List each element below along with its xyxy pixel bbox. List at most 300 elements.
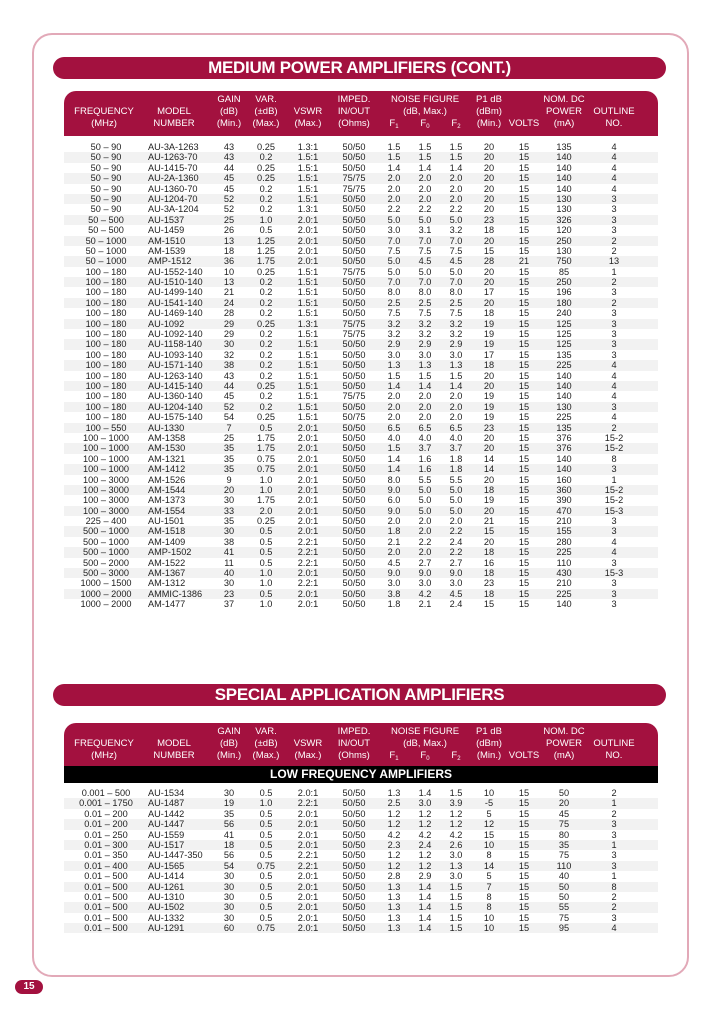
cell-imped: 50/50 bbox=[342, 308, 366, 319]
cell-nomdc: 240 bbox=[556, 308, 572, 319]
table-row bbox=[64, 475, 658, 485]
table-row bbox=[64, 840, 658, 850]
cell-imped: 50/50 bbox=[342, 495, 366, 506]
cell-gain: 30 bbox=[223, 788, 235, 798]
table-row bbox=[64, 830, 658, 840]
cell-outline: 15-2 bbox=[604, 495, 624, 506]
cell-f2: 1.5 bbox=[449, 902, 463, 913]
cell-model: AU-1442 bbox=[148, 808, 185, 819]
table-row bbox=[64, 809, 658, 819]
cell-f2: 3.0 bbox=[449, 871, 463, 882]
cell-vswr: 1.5:1 bbox=[297, 329, 319, 340]
cell-frequency: 0.01 – 200 bbox=[84, 819, 128, 830]
cell-f0: 3.1 bbox=[418, 225, 432, 236]
cell-model: AU-1092-140 bbox=[148, 329, 203, 340]
cell-var: 0.5 bbox=[259, 422, 273, 433]
cell-f0: 2.0 bbox=[418, 526, 432, 537]
cell-f2: 2.0 bbox=[449, 173, 463, 184]
header-imped-line-2: IN/OUT bbox=[337, 106, 371, 117]
cell-f0: 2.0 bbox=[418, 391, 432, 402]
cell-vswr: 2.0:1 bbox=[297, 808, 319, 819]
cell-var: 0.2 bbox=[259, 339, 273, 350]
cell-vswr: 2.0:1 bbox=[297, 599, 319, 610]
header-vswr-line-2: (Max.) bbox=[294, 118, 322, 129]
cell-f2: 1.4 bbox=[449, 380, 463, 391]
cell-imped: 50/50 bbox=[342, 788, 366, 798]
cell-frequency: 50 – 90 bbox=[90, 193, 122, 204]
cell-p1db: 20 bbox=[483, 370, 495, 381]
cell-var: 0.5 bbox=[259, 536, 273, 547]
cell-model: AU-1204-70 bbox=[148, 193, 198, 204]
cell-p1db: 15 bbox=[483, 245, 495, 256]
cell-f1: 2.0 bbox=[387, 401, 401, 412]
table-row bbox=[64, 339, 658, 349]
cell-model: AU-1158-140 bbox=[148, 339, 202, 350]
cell-p1db: 20 bbox=[483, 536, 495, 547]
table-row bbox=[64, 329, 658, 339]
table-row bbox=[64, 256, 658, 266]
cell-nomdc: 20 bbox=[558, 798, 570, 809]
cell-outline: 3 bbox=[611, 599, 617, 610]
cell-outline: 3 bbox=[611, 287, 617, 298]
cell-f1: 2.0 bbox=[387, 391, 401, 402]
cell-nomdc: 225 bbox=[556, 360, 572, 371]
cell-model: AU-1415-70 bbox=[148, 162, 198, 173]
cell-imped: 50/50 bbox=[342, 443, 366, 454]
cell-volts: 15 bbox=[518, 798, 530, 809]
cell-f1: 1.3 bbox=[387, 891, 401, 902]
cell-frequency: 0.01 – 300 bbox=[84, 839, 128, 850]
cell-imped: 50/50 bbox=[342, 162, 366, 173]
table-row bbox=[64, 152, 658, 162]
cell-imped: 50/50 bbox=[342, 277, 366, 288]
cell-model: AU-1559 bbox=[148, 829, 185, 840]
cell-vswr: 2.0:1 bbox=[297, 568, 319, 579]
cell-var: 1.0 bbox=[259, 568, 273, 579]
cell-nomdc: 50 bbox=[558, 788, 570, 798]
cell-frequency: 100 – 180 bbox=[85, 349, 127, 360]
cell-imped: 50/50 bbox=[342, 526, 366, 537]
cell-imped: 50/50 bbox=[342, 536, 366, 547]
cell-p1db: 18 bbox=[483, 568, 495, 579]
cell-nomdc: 180 bbox=[556, 297, 572, 308]
cell-var: 0.2 bbox=[259, 193, 273, 204]
cell-volts: 15 bbox=[518, 599, 530, 610]
cell-volts: 15 bbox=[518, 204, 530, 215]
cell-f1: 2.1 bbox=[387, 536, 401, 547]
cell-var: 1.25 bbox=[257, 245, 275, 256]
cell-gain: 45 bbox=[223, 173, 235, 184]
cell-p1db: 20 bbox=[483, 432, 495, 443]
table-row bbox=[64, 454, 658, 464]
cell-gain: 24 bbox=[223, 297, 235, 308]
table-row bbox=[64, 298, 658, 308]
header-f2-letter: F bbox=[451, 118, 458, 129]
cell-var: 0.2 bbox=[259, 370, 273, 381]
header-f2-letter: F bbox=[451, 750, 458, 761]
cell-f0: 1.4 bbox=[418, 891, 432, 902]
cell-vswr: 1.5:1 bbox=[297, 266, 319, 277]
table-row bbox=[64, 277, 658, 287]
cell-imped: 50/50 bbox=[342, 881, 366, 892]
cell-frequency: 100 – 1000 bbox=[83, 464, 129, 475]
cell-vswr: 2.2:1 bbox=[297, 798, 319, 809]
cell-gain: 18 bbox=[223, 245, 235, 256]
cell-nomdc: 35 bbox=[558, 839, 570, 850]
cell-frequency: 100 – 180 bbox=[85, 401, 127, 412]
cell-nomdc: 250 bbox=[556, 235, 572, 246]
cell-var: 0.2 bbox=[259, 183, 273, 194]
header-f1-letter: F bbox=[389, 750, 396, 761]
cell-p1db: 10 bbox=[483, 923, 495, 934]
table-row bbox=[64, 443, 658, 453]
cell-f0: 4.2 bbox=[418, 588, 432, 599]
cell-var: 0.2 bbox=[259, 297, 273, 308]
cell-nomdc: 750 bbox=[556, 256, 572, 267]
cell-model: AMP-1502 bbox=[148, 547, 192, 558]
cell-f0: 1.6 bbox=[418, 453, 432, 464]
table-row bbox=[64, 381, 658, 391]
cell-f0: 2.7 bbox=[418, 557, 432, 568]
cell-f2: 1.3 bbox=[449, 360, 463, 371]
cell-volts: 15 bbox=[518, 547, 530, 558]
cell-f1: 1.5 bbox=[387, 443, 401, 454]
cell-model: AU-1571-140 bbox=[148, 360, 203, 371]
cell-imped: 50/50 bbox=[342, 225, 366, 236]
cell-vswr: 1.5:1 bbox=[297, 173, 319, 184]
cell-nomdc: 376 bbox=[556, 432, 572, 443]
cell-imped: 50/75 bbox=[342, 412, 366, 423]
cell-f0: 2.0 bbox=[418, 183, 432, 194]
cell-outline: 4 bbox=[611, 183, 617, 194]
cell-f2: 1.2 bbox=[449, 808, 463, 819]
cell-gain: 35 bbox=[223, 443, 235, 454]
cell-var: 0.25 bbox=[257, 516, 275, 527]
cell-gain: 30 bbox=[223, 871, 235, 882]
cell-var: 0.5 bbox=[259, 839, 273, 850]
cell-f2: 3.2 bbox=[449, 329, 463, 340]
cell-frequency: 1000 – 2000 bbox=[80, 588, 132, 599]
cell-nomdc: 160 bbox=[556, 474, 572, 485]
cell-frequency: 0.01 – 250 bbox=[84, 829, 128, 840]
cell-volts: 15 bbox=[518, 152, 530, 163]
cell-nomdc: 135 bbox=[556, 349, 572, 360]
cell-f0: 3.2 bbox=[418, 329, 432, 340]
header-var-line-3: (Max.) bbox=[252, 750, 280, 761]
cell-p1db: 8 bbox=[486, 902, 492, 913]
header-var-line-2: (±dB) bbox=[254, 738, 278, 749]
cell-f2: 4.2 bbox=[449, 829, 463, 840]
cell-var: 0.5 bbox=[259, 588, 273, 599]
cell-f2: 1.5 bbox=[449, 788, 463, 798]
cell-var: 0.75 bbox=[257, 923, 275, 934]
cell-vswr: 2.0:1 bbox=[297, 495, 319, 506]
cell-frequency: 100 – 180 bbox=[85, 287, 127, 298]
cell-nomdc: 135 bbox=[556, 422, 572, 433]
table-row bbox=[64, 319, 658, 329]
cell-f0: 1.3 bbox=[418, 360, 432, 371]
cell-f1: 5.0 bbox=[387, 256, 401, 267]
cell-frequency: 500 – 2000 bbox=[83, 557, 129, 568]
cell-p1db: 16 bbox=[483, 557, 495, 568]
cell-f1: 9.0 bbox=[387, 484, 401, 495]
cell-f1: 2.9 bbox=[387, 339, 401, 350]
cell-p1db: 5 bbox=[486, 871, 492, 882]
cell-nomdc: 80 bbox=[558, 829, 570, 840]
cell-p1db: 14 bbox=[483, 860, 495, 871]
cell-f2: 1.5 bbox=[449, 142, 463, 152]
cell-p1db: 20 bbox=[483, 152, 495, 163]
cell-volts: 15 bbox=[518, 142, 530, 152]
cell-volts: 15 bbox=[518, 912, 530, 923]
cell-model: AU-1537 bbox=[148, 214, 185, 225]
cell-outline: 2 bbox=[611, 788, 617, 798]
cell-frequency: 50 – 500 bbox=[88, 225, 124, 236]
cell-outline: 13 bbox=[608, 256, 620, 267]
header-model-line-2: NUMBER bbox=[153, 750, 195, 761]
cell-vswr: 1.5:1 bbox=[297, 370, 319, 381]
cell-vswr: 2.2:1 bbox=[297, 536, 319, 547]
cell-gain: 52 bbox=[223, 193, 235, 204]
cell-imped: 50/50 bbox=[342, 599, 366, 610]
cell-var: 1.25 bbox=[257, 235, 275, 246]
cell-outline: 1 bbox=[611, 839, 617, 850]
cell-model: AU-1487 bbox=[148, 798, 185, 809]
table-row bbox=[64, 142, 658, 152]
cell-model: AU-1414 bbox=[148, 871, 185, 882]
cell-frequency: 100 – 550 bbox=[85, 422, 127, 433]
cell-imped: 75/75 bbox=[342, 173, 366, 184]
cell-p1db: 15 bbox=[483, 599, 495, 610]
cell-vswr: 2.2:1 bbox=[297, 850, 319, 861]
cell-f2: 8.0 bbox=[449, 287, 463, 298]
cell-model: AU-1263-140 bbox=[148, 370, 203, 381]
cell-volts: 15 bbox=[518, 245, 530, 256]
table-row bbox=[64, 798, 658, 808]
cell-nomdc: 140 bbox=[556, 183, 572, 194]
cell-outline: 3 bbox=[611, 401, 617, 412]
cell-nomdc: 326 bbox=[556, 214, 572, 225]
cell-f1: 3.0 bbox=[387, 349, 401, 360]
cell-var: 0.75 bbox=[257, 453, 275, 464]
cell-f1: 1.5 bbox=[387, 142, 401, 152]
header-gain-line-1: GAIN bbox=[217, 94, 241, 105]
cell-nomdc: 196 bbox=[556, 287, 572, 298]
table-row bbox=[64, 184, 658, 194]
cell-f1: 2.5 bbox=[387, 297, 401, 308]
cell-p1db: 18 bbox=[483, 547, 495, 558]
cell-p1db: 20 bbox=[483, 266, 495, 277]
cell-f1: 1.3 bbox=[387, 788, 401, 798]
cell-frequency: 0.001 – 500 bbox=[81, 788, 131, 798]
header-frequency-line-1: FREQUENCY bbox=[74, 106, 134, 117]
table-row bbox=[64, 173, 658, 183]
header-vswr-line-1: VSWR bbox=[293, 738, 323, 749]
cell-f1: 2.0 bbox=[387, 193, 401, 204]
cell-frequency: 0.01 – 200 bbox=[84, 808, 128, 819]
cell-volts: 15 bbox=[518, 578, 530, 589]
cell-nomdc: 280 bbox=[556, 536, 572, 547]
cell-var: 0.75 bbox=[257, 464, 275, 475]
cell-outline: 4 bbox=[611, 923, 617, 934]
table-row bbox=[64, 495, 658, 505]
cell-outline: 2 bbox=[611, 422, 617, 433]
cell-nomdc: 130 bbox=[556, 245, 572, 256]
cell-volts: 15 bbox=[518, 788, 530, 798]
cell-frequency: 50 – 1000 bbox=[85, 256, 127, 267]
cell-vswr: 1.3:1 bbox=[297, 318, 319, 329]
cell-nomdc: 470 bbox=[556, 505, 572, 516]
header-f0-letter: F bbox=[420, 118, 427, 129]
cell-var: 0.5 bbox=[259, 871, 273, 882]
cell-vswr: 1.5:1 bbox=[297, 380, 319, 391]
cell-outline: 3 bbox=[611, 850, 617, 861]
cell-gain: 30 bbox=[223, 339, 235, 350]
cell-f2: 5.0 bbox=[449, 266, 463, 277]
cell-p1db: -5 bbox=[484, 798, 494, 809]
cell-frequency: 100 – 180 bbox=[85, 318, 127, 329]
cell-volts: 15 bbox=[518, 850, 530, 861]
cell-gain: 54 bbox=[223, 412, 235, 423]
cell-gain: 41 bbox=[223, 547, 235, 558]
cell-f2: 4.5 bbox=[449, 256, 463, 267]
cell-nomdc: 55 bbox=[558, 902, 570, 913]
table-row bbox=[64, 568, 658, 578]
cell-gain: 9 bbox=[226, 474, 232, 485]
cell-nomdc: 40 bbox=[558, 871, 570, 882]
cell-frequency: 50 – 90 bbox=[90, 173, 122, 184]
cell-gain: 21 bbox=[223, 287, 235, 298]
cell-p1db: 8 bbox=[486, 891, 492, 902]
table-row bbox=[64, 287, 658, 297]
cell-gain: 54 bbox=[223, 860, 235, 871]
cell-vswr: 1.5:1 bbox=[297, 152, 319, 163]
cell-p1db: 19 bbox=[483, 401, 495, 412]
table-row bbox=[64, 537, 658, 547]
cell-model: AU-1510-140 bbox=[148, 277, 203, 288]
cell-nomdc: 210 bbox=[556, 516, 572, 527]
cell-frequency: 0.01 – 500 bbox=[84, 923, 128, 934]
table-row bbox=[64, 871, 658, 881]
cell-gain: 28 bbox=[223, 308, 235, 319]
cell-vswr: 2.0:1 bbox=[297, 474, 319, 485]
cell-gain: 56 bbox=[223, 850, 235, 861]
cell-f0: 1.2 bbox=[418, 819, 432, 830]
header-gain-line-3: (Min.) bbox=[216, 750, 242, 761]
cell-frequency: 50 – 90 bbox=[90, 152, 122, 163]
cell-f0: 5.0 bbox=[418, 484, 432, 495]
cell-imped: 50/50 bbox=[342, 516, 366, 527]
header-nomdc-line-1: NOM. DC bbox=[543, 94, 585, 105]
cell-frequency: 50 – 1000 bbox=[85, 235, 127, 246]
table-body-medium-power bbox=[64, 142, 658, 610]
cell-gain: 30 bbox=[223, 881, 235, 892]
header-noise-line-2: (dB, Max.) bbox=[403, 738, 447, 749]
cell-outline: 3 bbox=[611, 318, 617, 329]
cell-vswr: 2.0:1 bbox=[297, 588, 319, 599]
cell-var: 1.0 bbox=[259, 474, 273, 485]
cell-p1db: 12 bbox=[483, 819, 495, 830]
cell-f2: 2.2 bbox=[449, 204, 463, 215]
cell-imped: 50/50 bbox=[342, 860, 366, 871]
cell-nomdc: 140 bbox=[556, 162, 572, 173]
table-row bbox=[64, 246, 658, 256]
cell-p1db: 10 bbox=[483, 788, 495, 798]
cell-f1: 8.0 bbox=[387, 474, 401, 485]
header-var-line-2: (±dB) bbox=[254, 106, 278, 117]
cell-frequency: 100 – 180 bbox=[85, 391, 127, 402]
cell-p1db: 19 bbox=[483, 329, 495, 340]
cell-model: AU-1261 bbox=[148, 881, 185, 892]
cell-vswr: 1.5:1 bbox=[297, 162, 319, 173]
cell-f0: 1.2 bbox=[418, 850, 432, 861]
cell-var: 0.5 bbox=[259, 912, 273, 923]
cell-var: 0.2 bbox=[259, 329, 273, 340]
cell-outline: 3 bbox=[611, 339, 617, 350]
cell-model: AU-1469-140 bbox=[148, 308, 203, 319]
cell-f2: 5.0 bbox=[449, 214, 463, 225]
cell-model: AM-1373 bbox=[148, 495, 186, 506]
cell-nomdc: 225 bbox=[556, 547, 572, 558]
cell-volts: 15 bbox=[518, 881, 530, 892]
cell-outline: 3 bbox=[611, 526, 617, 537]
cell-var: 2.0 bbox=[259, 505, 273, 516]
cell-vswr: 2.0:1 bbox=[297, 256, 319, 267]
cell-model: AU-1291 bbox=[148, 923, 185, 934]
cell-outline: 2 bbox=[611, 891, 617, 902]
cell-var: 0.2 bbox=[259, 287, 273, 298]
cell-var: 0.5 bbox=[259, 819, 273, 830]
cell-imped: 50/50 bbox=[342, 547, 366, 558]
cell-p1db: 20 bbox=[483, 183, 495, 194]
cell-imped: 50/50 bbox=[342, 798, 366, 809]
cell-model: AU-1534 bbox=[148, 788, 185, 798]
header-vswr-line-1: VSWR bbox=[293, 106, 323, 117]
cell-vswr: 2.2:1 bbox=[297, 547, 319, 558]
cell-f2: 2.5 bbox=[449, 297, 463, 308]
cell-frequency: 0.01 – 500 bbox=[84, 902, 128, 913]
cell-imped: 50/50 bbox=[342, 193, 366, 204]
cell-frequency: 100 – 180 bbox=[85, 360, 127, 371]
cell-outline: 3 bbox=[611, 829, 617, 840]
cell-p1db: 20 bbox=[483, 173, 495, 184]
cell-gain: 41 bbox=[223, 829, 235, 840]
cell-frequency: 500 – 1000 bbox=[83, 536, 129, 547]
table-row bbox=[64, 788, 658, 798]
cell-model: AU-1502 bbox=[148, 902, 185, 913]
cell-vswr: 2.0:1 bbox=[297, 422, 319, 433]
cell-volts: 15 bbox=[518, 432, 530, 443]
cell-model: AM-1409 bbox=[148, 536, 186, 547]
cell-gain: 25 bbox=[223, 214, 235, 225]
cell-nomdc: 430 bbox=[556, 568, 572, 579]
cell-outline: 2 bbox=[611, 235, 617, 246]
cell-frequency: 100 – 180 bbox=[85, 329, 127, 340]
cell-outline: 4 bbox=[611, 370, 617, 381]
cell-imped: 50/50 bbox=[342, 256, 366, 267]
cell-volts: 15 bbox=[518, 349, 530, 360]
header-p1db-line-1: P1 dB bbox=[476, 94, 502, 105]
cell-volts: 15 bbox=[518, 819, 530, 830]
cell-nomdc: 125 bbox=[556, 318, 572, 329]
cell-outline: 2 bbox=[611, 245, 617, 256]
cell-f2: 2.0 bbox=[449, 401, 463, 412]
cell-volts: 15 bbox=[518, 370, 530, 381]
table-row bbox=[64, 412, 658, 422]
header-nomdc-line-2: POWER bbox=[546, 738, 582, 749]
cell-imped: 50/50 bbox=[342, 850, 366, 861]
cell-frequency: 0.01 – 500 bbox=[84, 891, 128, 902]
